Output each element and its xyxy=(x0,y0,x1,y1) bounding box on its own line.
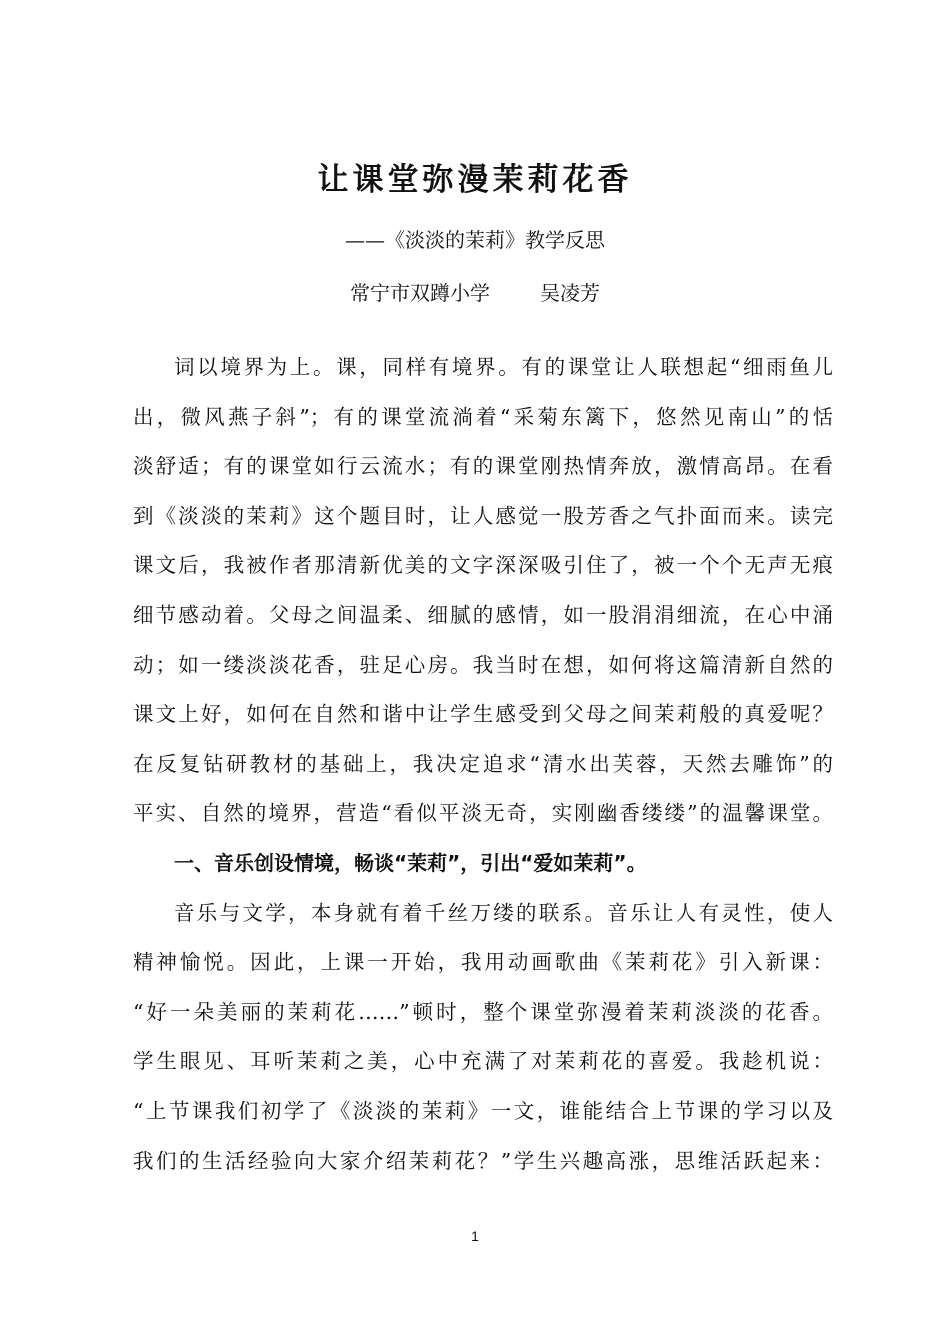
document-subtitle: ——《淡淡的茉莉》教学反思 xyxy=(345,228,605,252)
paragraph-line: 动；如一缕淡淡花香，驻足心房。我当时在想，如何将这篇清新自然的 xyxy=(133,652,833,677)
paragraph-line: 平实、自然的境界，营造“看似平淡无奇，实刚幽香缕缕”的温馨课堂。 xyxy=(133,801,833,826)
paragraph-line: 到《淡淡的茉莉》这个题目时，让人感觉一股芳香之气扑面而来。读完 xyxy=(133,503,833,528)
author-school: 常宁市双蹲小学 xyxy=(350,281,490,305)
author-name: 吴凌芳 xyxy=(540,281,600,305)
paragraph-line: 精神愉悦。因此，上课一开始，我用动画歌曲《茉莉花》引入新课： xyxy=(133,950,833,975)
paragraph-line: 课文上好，如何在自然和谐中让学生感受到父母之间茉莉般的真爱呢？ xyxy=(133,702,833,727)
paragraph-line: 课文后，我被作者那清新优美的文字深深吸引住了，被一个个无声无痕 xyxy=(133,553,833,578)
document-body xyxy=(133,347,833,1190)
paragraph-line: 在反复钻研教材的基础上，我决定追求“清水出芙蓉，天然去雕饰”的 xyxy=(133,751,833,776)
paragraph-line: 淡舒适；有的课堂如行云流水；有的课堂刚热情奔放，激情高昂。在看 xyxy=(133,454,833,479)
page-number: 1 xyxy=(471,1228,479,1244)
paragraph-line: 音乐与文学，本身就有着千丝万缕的联系。音乐让人有灵性，使人 xyxy=(174,900,833,925)
author-line xyxy=(0,277,950,309)
paragraph-line: 我们的生活经验向大家介绍茉莉花？”学生兴趣高涨，思维活跃起来： xyxy=(133,1148,833,1173)
paragraph-line: 学生眼见、耳听茉莉之美，心中充满了对茉莉花的喜爱。我趁机说： xyxy=(133,1049,833,1074)
document-title: 让课堂弥漫茉莉花香 xyxy=(317,162,633,198)
paragraph-line: “上节课我们初学了《淡淡的茉莉》一文，谁能结合上节课的学习以及 xyxy=(133,1098,833,1123)
paragraph-line: 出，微风燕子斜”；有的课堂流淌着“采菊东篱下，悠然见南山”的恬 xyxy=(133,404,833,429)
paragraph-line: 词以境界为上。课，同样有境界。有的课堂让人联想起“细雨鱼儿 xyxy=(174,355,833,379)
section-heading: 一、音乐创设情境，畅谈“茉莉”，引出“爱如茉莉”。 xyxy=(174,850,647,875)
paragraph-line: 细节感动着。父母之间温柔、细腻的感情，如一股涓涓细流，在心中涌 xyxy=(133,602,833,627)
paragraph-line: “好一朵美丽的茉莉花……”顿时，整个课堂弥漫着茉莉淡淡的花香。 xyxy=(133,999,833,1024)
